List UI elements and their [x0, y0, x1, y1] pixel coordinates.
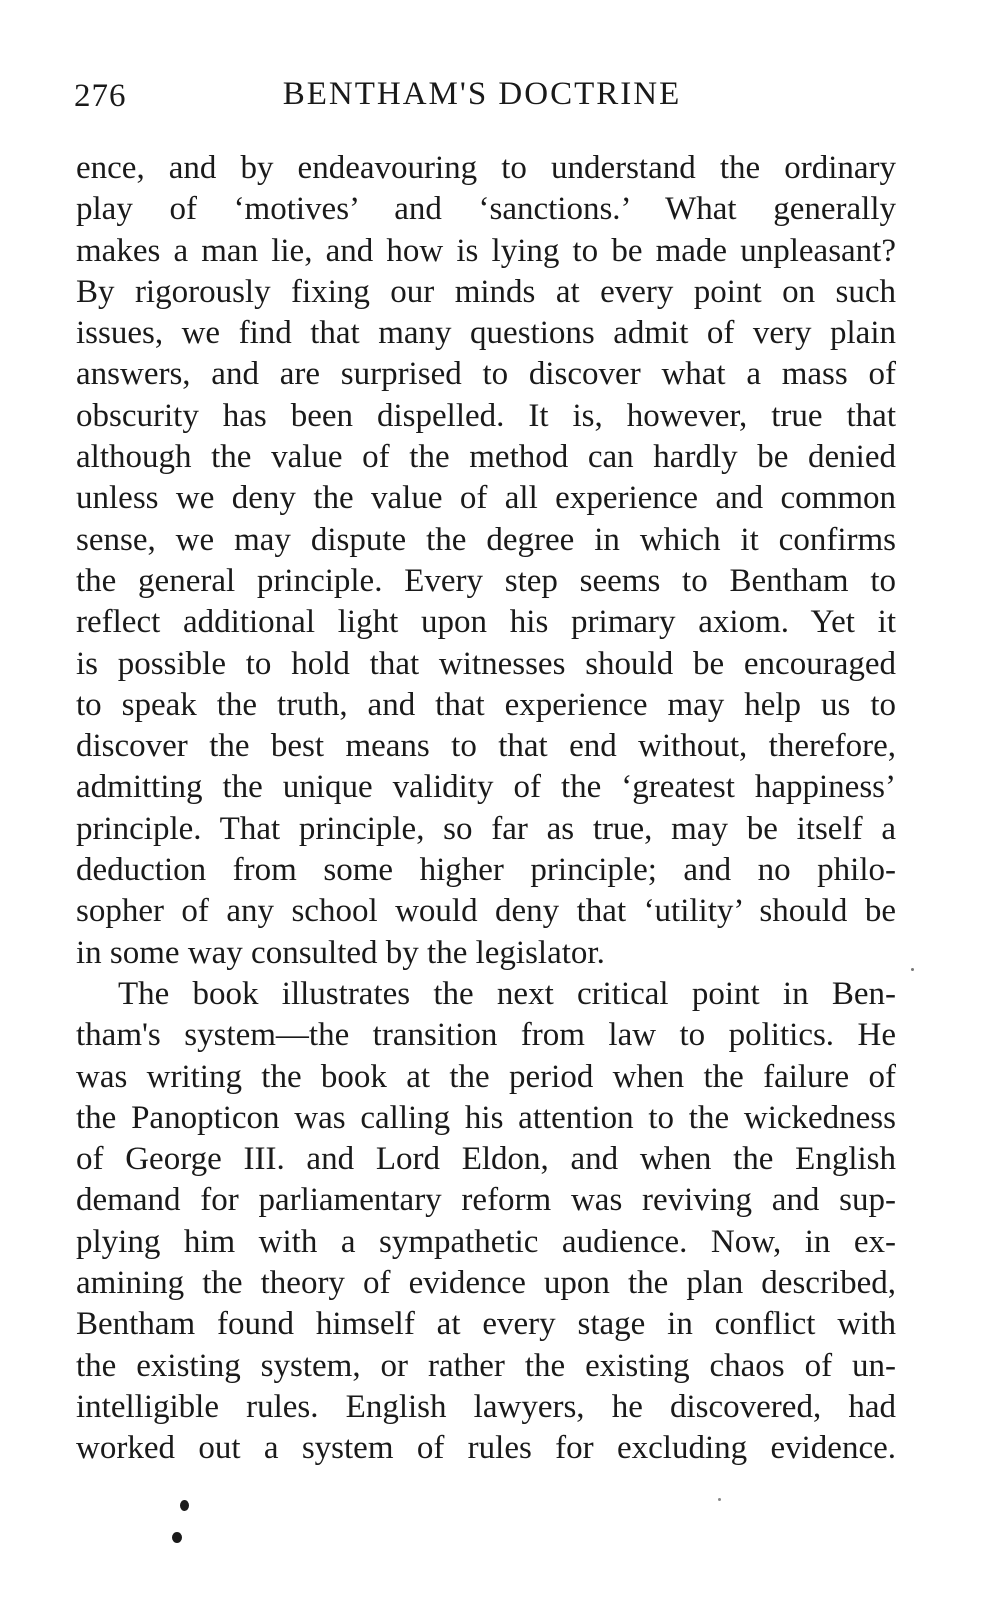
text-line: By rigorously fixing our minds at every point on such [76, 273, 896, 310]
text-line: intelligible rules. English lawyers, he discovered, had [76, 1388, 896, 1425]
text-line: ence, and by endeavouring to understand the ordinary [76, 150, 896, 186]
text-line: deduction from some higher principle; and no philo- [76, 852, 896, 889]
text-line: tham's system—the transition from law to politics. He [76, 1017, 896, 1054]
text-line: the general principle. Every step seems to Bentham to [76, 562, 896, 599]
text-line: is possible to hold that witnesses should be encouraged [76, 645, 896, 682]
text-line: principle. That principle, so far as true, may be itself a [76, 810, 896, 847]
text-line: play of ‘motives’ and ‘sanctions.’ What generally [76, 191, 896, 228]
running-title: BENTHAM'S DOCTRINE [282, 76, 682, 112]
text-line: plying him with a sympathetic audience. Now, in ex- [76, 1223, 896, 1260]
text-line: issues, we find that many questions admit of very plain [76, 315, 896, 352]
text-line: answers, and are surprised to discover what a mass of [76, 356, 896, 393]
text-line: amining the theory of evidence upon the plan described, [76, 1265, 896, 1302]
ink-speck [180, 1500, 189, 1511]
text-line: admitting the unique validity of the ‘greatest happiness’ [76, 769, 896, 806]
text-line: sense, we may dispute the degree in which it confirms [76, 521, 896, 558]
text-line: demand for parliamentary reform was reviving and sup- [76, 1182, 896, 1219]
text-line: sopher of any school would deny that ‘utility’ should be [76, 893, 896, 930]
text-line: was writing the book at the period when the failure of [76, 1058, 896, 1095]
body-text [76, 148, 896, 1470]
ink-speck [718, 1498, 721, 1501]
text-line: the existing system, or rather the existing chaos of un- [76, 1347, 896, 1384]
running-head [66, 70, 898, 120]
text-line: obscurity has been dispelled. It is, however, true that [76, 397, 896, 434]
text-line: in some way consulted by the legislator. [76, 934, 605, 971]
text-line: of George III. and Lord Eldon, and when the English [76, 1141, 896, 1178]
text-line: reflect additional light upon his primary axiom. Yet it [76, 604, 896, 641]
page-number: 276 [74, 78, 127, 114]
text-line: makes a man lie, and how is lying to be made unpleasant? [76, 232, 896, 269]
ink-speck [911, 968, 914, 971]
text-line: unless we deny the value of all experience and common [76, 480, 896, 517]
text-line: discover the best means to that end without, therefore, [76, 728, 896, 765]
text-line: although the value of the method can hardly be denied [76, 439, 896, 476]
text-line: worked out a system of rules for excluding evidence. [76, 1430, 896, 1467]
text-line: to speak the truth, and that experience may help us to [76, 686, 896, 723]
paragraph-start-line: The book illustrates the next critical point in Ben- [118, 975, 896, 1012]
ink-speck [172, 1532, 182, 1543]
text-line: the Panopticon was calling his attention to the wickedness [76, 1099, 896, 1136]
text-line: Bentham found himself at every stage in conflict with [76, 1306, 896, 1343]
